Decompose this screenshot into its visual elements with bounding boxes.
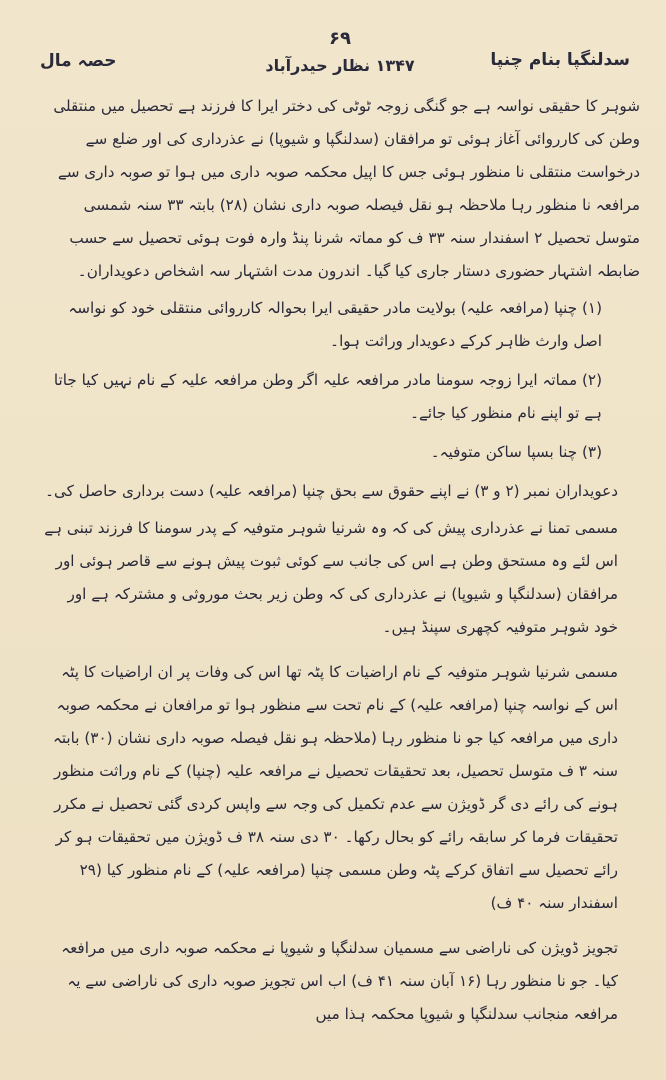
paragraph-relinquish: دعویداران نمبر (۲ و ۳) نے اپنے حقوق سے بحق چنپا (مرافعہ علیہ) دست برداری حاصل کی۔ bbox=[45, 482, 618, 500]
page-number: ۶۹ bbox=[329, 28, 351, 49]
document-body bbox=[40, 90, 640, 1031]
section-label: حصہ مال bbox=[40, 51, 117, 71]
case-title: سدلنگپا بنام چنپا bbox=[490, 50, 630, 70]
claimant-item-2: (۲) مماتہ ایرا زوجہ سومنا مادر مرافعہ علیہ اگر وطن مرافعہ علیہ کے نام نہیں کیا جاتا ہے تو اپنے نام منظور کیا جائے۔ bbox=[53, 371, 602, 422]
court-reference: ۱۳۴۷ نظار حیدرآباد bbox=[265, 56, 415, 75]
paragraph-intro: شوہر کا حقیقی نواسہ ہے جو گنگی زوجہ ٹوٹی کی دختر ایرا کا فرزند ہے تحصیل میں منتقلی وطن کی کارروائی آغاز ہوئی تو مرافقان (سدلنگپا و شیوپا) نے عذرداری کی اور ضلع سے درخواست منتقلی نا منظور ہوئی جس کا اپیل محکمہ صوبہ داری میں ہوا تو صوبہ داری سے مرافعہ نا منظور رہا ملاحظہ ہو نقل فیصلہ صوبہ داری نشان (۲۸) بابتہ ۳۳ سنہ شمسی متوسل تحصیل ۲ اسفندار سنہ ۳۳ ف کو مماتہ شرنا پنڈ وارہ فوت ہوئی تحصیل سے حسب ضابطہ اشتہار حضوری دستار جاری کیا گیا۔ اندرون مدت اشتہار سہ اشخاص دعویداران۔ bbox=[53, 97, 640, 280]
page-header bbox=[40, 28, 640, 90]
paragraph-objection: مسمی تمنا نے عذرداری پیش کی کہ وہ شرنیا شوہر متوفیہ کے پدر سومنا کا فرزند تبنی ہے اس لئے وہ مستحق وطن ہے اس کی جانب سے کوئی ثبوت پیش ہونے سے قاصر ہوئی اور مرافقان (سدلنگپا و شیوپا) نے عذرداری کی کہ وطن زیر بحث موروثی و مشترکہ ہے اور خود شوہر متوفیہ کچھری سپنڈ ہیں۔ bbox=[44, 519, 618, 636]
paragraph-land-record: مسمی شرنیا شوہر متوفیہ کے نام اراضیات کا پٹہ تھا اس کی وفات پر ان اراضیات کا پٹہ اس کے نواسہ چنپا (مرافعہ علیہ) کے نام تحت سے منظور ہوا تو مرافعان نے محکمہ صوبہ داری میں مرافعہ کیا جو نا منظور رہا (ملاحظہ ہو نقل فیصلہ صوبہ داری نشان (۳۰) بابتہ سنہ ۳ ف متوسل تحصیل، بعد تحقیقات تحصیل نے مرافعہ علیہ (چنپا) کے نام وراثت منظور ہونے کی رائے دی گر ڈویژن سے عدم تکمیل کی وجہ سے واپس کردی گئی تحصیل نے مکرر تحقیقات فرما کر سابقہ رائے کو بحال رکھا۔ ۳۰ دی سنہ ۳۸ ف ڈویژن میں تحقیقات ہو کر رائے تحصیل سے اتفاق کرکے پٹہ وطن مسمی چنپا (مرافعہ علیہ) کے نام منظور کیا (۲۹ اسفندار سنہ ۴۰ ف) bbox=[52, 663, 618, 912]
paragraph-appeal: تجویز ڈویژن کی ناراضی سے مسمیان سدلنگپا و شیوپا نے محکمہ صوبہ داری میں مرافعہ کیا۔ جو نا منظور رہا (۱۶ آبان سنہ ۴۱ ف) اب اس تجویز صوبہ داری کی ناراضی سے یہ مرافعہ منجانب سدلنگپا و شیوپا محکمہ ہذا میں bbox=[61, 939, 618, 1023]
claimant-item-1: (۱) چنپا (مرافعہ علیہ) بولایت مادر حقیقی ایرا بحوالہ کارروائی منتقلی خود کو نواسہ اصل وارث ظاہر کرکے دعویدار وراثت ہوا۔ bbox=[68, 299, 602, 350]
claimant-item-3: (۳) چنا بسپا ساکن متوفیہ۔ bbox=[430, 443, 602, 461]
